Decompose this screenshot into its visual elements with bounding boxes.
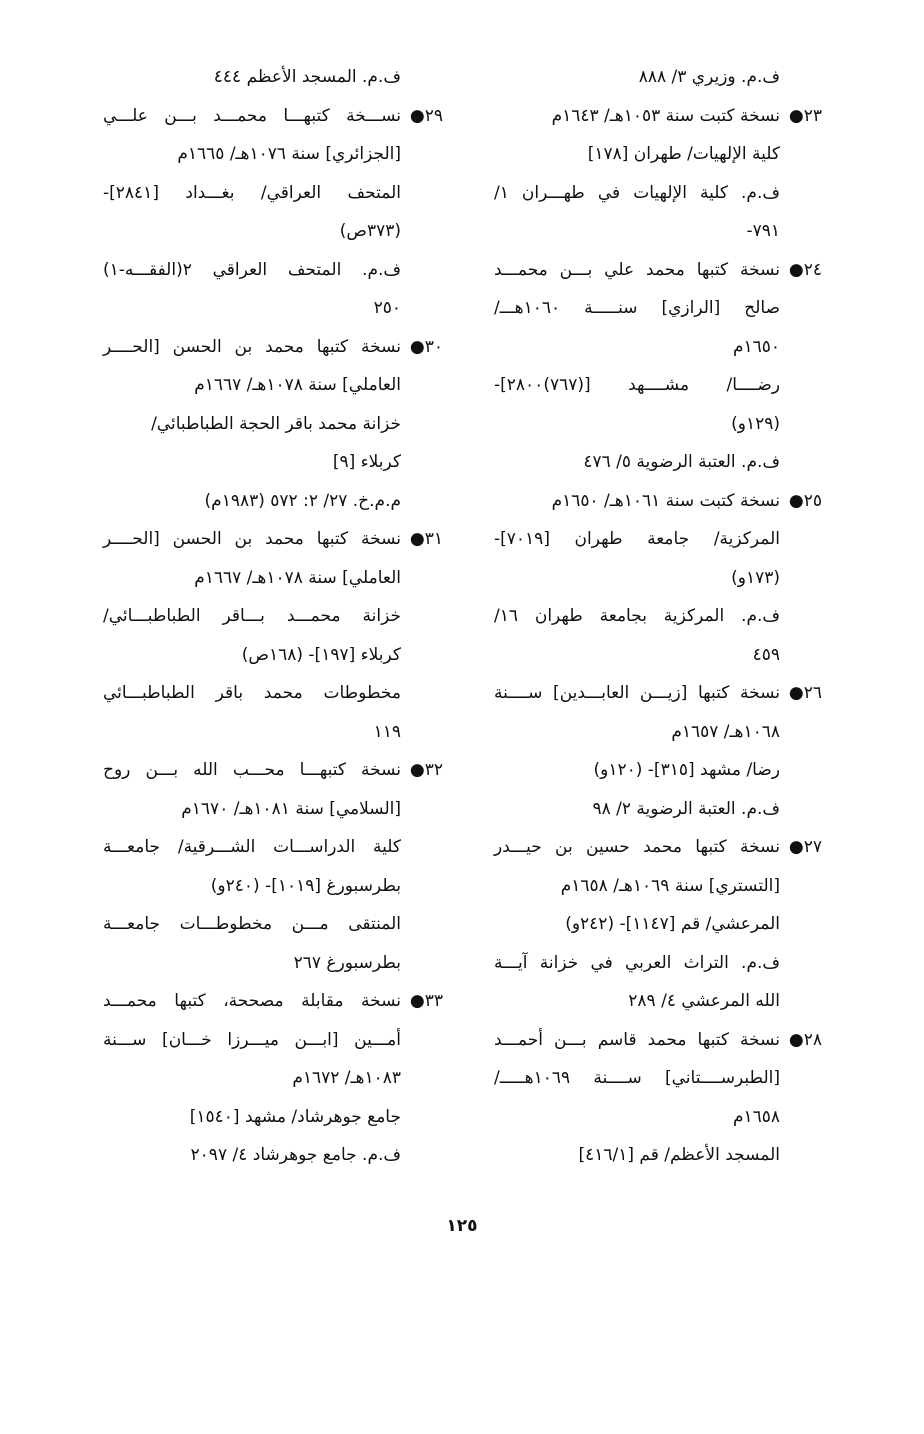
entry-first-line bbox=[494, 828, 822, 867]
continuation-line: ف.م. المتحف العراقي ٢(الفقـــه-١) bbox=[103, 259, 401, 280]
entry-number: ٢٣● bbox=[788, 105, 822, 126]
source-line: ف.م. جامع جوهرشاد ٤/ ٢٠٩٧ bbox=[190, 1145, 401, 1165]
entry-first-line bbox=[494, 97, 822, 136]
entry-number: ٢٤● bbox=[788, 259, 822, 280]
continuation-line: صالح [الرازي] سنـــــة ١٠٦٠هـــ/ bbox=[494, 298, 780, 318]
entry-number: ٣٣● bbox=[409, 991, 443, 1011]
entry-first-line bbox=[494, 251, 822, 290]
continuation-line: أمـــين [ابـــن ميـــرزا خـــان] ســـنة bbox=[103, 1029, 401, 1050]
entry-first-line bbox=[103, 751, 443, 790]
entry-first-line bbox=[494, 482, 822, 521]
continuation-line: ف.م. كلية الإلهيات في طهـــران ١/ bbox=[494, 182, 780, 203]
continuation-line: [السلامي] سنة ١٠٨١هـ/ ١٦٧٠م bbox=[181, 798, 401, 819]
continuation-line: العاملي] سنة ١٠٧٨هـ/ ١٦٦٧م bbox=[194, 375, 401, 395]
continuation-line: خزانة محمد باقر الحجة الطباطبائي/ bbox=[151, 413, 401, 434]
continuation-line: [الجزائري] سنة ١٠٧٦هـ/ ١٦٦٥م bbox=[177, 144, 401, 164]
continuation-line: م.م.خ. ٢٧/ ٢: ٥٧٢ (١٩٨٣م) bbox=[204, 490, 401, 511]
continuation-line: المركزية/ جامعة طهران [٧٠١٩]- bbox=[494, 529, 780, 549]
left-column bbox=[103, 58, 443, 1175]
continuation-line: [الطبرســــتاني] ســــنة ١٠٦٩هـــــ/ bbox=[494, 1068, 780, 1088]
continuation-line: كلية الدراســـات الشـــرقية/ جامعـــة bbox=[103, 837, 401, 857]
entry-text: نسخة كتبها [زيـــن العابـــدين] ســــنة bbox=[494, 683, 780, 703]
continuation-line: (٣٧٣ص) bbox=[339, 221, 401, 241]
source-line: ف.م. العتبة الرضوية ٥/ ٤٧٦ bbox=[583, 452, 780, 472]
continuation-line: خزانة محمـــد بـــاقر الطباطبـــائي/ bbox=[103, 606, 401, 626]
continuation-line: مخطوطات محمد باقر الطباطبـــائي bbox=[103, 683, 401, 703]
continuation-line: ١٠٨٣هـ/ ١٦٧٢م bbox=[292, 1068, 401, 1088]
entry-number: ٣٠● bbox=[409, 336, 443, 357]
entry-text: نسخة كتبها محمد حسين بن حيـــدر bbox=[494, 837, 780, 857]
entry-text: نسخة كتبت سنة ١٠٦١هـ/ ١٦٥٠م bbox=[551, 490, 780, 511]
entry-first-line bbox=[494, 1021, 822, 1060]
entry-text: نسخة كتبها محمد بن الحسن [الحــــر bbox=[103, 336, 401, 357]
continuation-line: كربلاء [١٩٧]- (١٦٨ص) bbox=[241, 644, 401, 665]
continuation-line: ف.م. المسجد الأعظم ٤٤٤ bbox=[213, 67, 401, 87]
right-column bbox=[494, 58, 822, 1175]
entry-first-line bbox=[103, 97, 443, 136]
continuation-line: ف.م. المركزية بجامعة طهران ١٦/ bbox=[494, 606, 780, 626]
entry-number: ٣٢● bbox=[409, 760, 443, 780]
continuation-line: ٧٩١- bbox=[746, 221, 780, 241]
continuation-line: الله المرعشي ٤/ ٢٨٩ bbox=[628, 991, 780, 1011]
source-line: ف.م. وزيري ٣/ ٨٨٨ bbox=[638, 67, 780, 87]
entry-text: نسخة كتبهـــا محـــب الله بـــن روح bbox=[103, 760, 401, 780]
continuation-line: [التستري] سنة ١٠٦٩هـ/ ١٦٥٨م bbox=[560, 875, 780, 896]
entry-text: نسخة مقابلة مصححة، كتبها محمـــد bbox=[103, 991, 401, 1011]
continuation-line: (١٢٩و) bbox=[731, 413, 780, 434]
entry-text: نسخة كتبها محمد بن الحسن [الحــــر bbox=[103, 529, 401, 549]
continuation-line: المنتقى مـــن مخطوطـــات جامعـــة bbox=[103, 914, 401, 934]
continuation-line: ٤٥٩ bbox=[752, 644, 780, 665]
continuation-line: رضــــا/ مشــــهد [(٧٦٧)٢٨٠٠]- bbox=[494, 375, 780, 395]
entry-text: نســـخة كتبهـــا محمـــد بـــن علـــي bbox=[103, 105, 401, 126]
continuation-line: (١٧٣و) bbox=[731, 567, 780, 588]
entry-first-line bbox=[103, 982, 443, 1021]
source-line: رضا/ مشهد [٣١٥]- (١٢٠و) bbox=[593, 760, 780, 780]
entry-text: نسخة كتبت سنة ١٠٥٣هـ/ ١٦٤٣م bbox=[551, 105, 780, 126]
continuation-line: العاملي] سنة ١٠٧٨هـ/ ١٦٦٧م bbox=[194, 567, 401, 588]
entry-number: ٣١● bbox=[409, 529, 443, 549]
source-line: ف.م. العتبة الرضوية ٢/ ٩٨ bbox=[592, 798, 780, 819]
continuation-line: بطرسبورغ [١٠١٩]- (٢٤٠و) bbox=[210, 875, 401, 896]
entry-number: ٢٨● bbox=[788, 1029, 822, 1050]
continuation-line: ف.م. التراث العربي في خزانة آيـــة bbox=[494, 952, 780, 973]
continuation-line: ١٦٥٨م bbox=[732, 1106, 780, 1127]
continuation-line: المتحف العراقي/ بغـــداد [٢٨٤١]- bbox=[103, 182, 401, 203]
entry-number: ٢٦● bbox=[788, 683, 822, 703]
entry-text: نسخة كتبها محمد علي بـــن محمـــد bbox=[494, 259, 780, 280]
entry-first-line bbox=[103, 328, 443, 367]
source-line: جامع جوهرشاد/ مشهد [١٥٤٠] bbox=[189, 1106, 401, 1127]
continuation-line: ١٠٦٨هـ/ ١٦٥٧م bbox=[671, 721, 780, 742]
continuation-line: ١٦٥٠م bbox=[732, 336, 780, 357]
continuation-line: ٢٥٠ bbox=[373, 298, 401, 318]
entry-number: ٢٧● bbox=[788, 837, 822, 857]
continuation-line: ١١٩ bbox=[373, 721, 401, 742]
continuation-line: كربلاء [٩] bbox=[332, 452, 401, 472]
entry-number: ٢٥● bbox=[788, 490, 822, 511]
entry-text: نسخة كتبها محمد قاسم بـــن أحمـــد bbox=[494, 1029, 780, 1050]
page-number: ١٢٥ bbox=[446, 1216, 478, 1236]
entry-first-line bbox=[494, 674, 822, 713]
continuation-line: كلية الإلهيات/ طهران [١٧٨] bbox=[587, 144, 780, 164]
continuation-line: المرعشي/ قم [١١٤٧]- (٢٤٢و) bbox=[565, 914, 780, 934]
entry-number: ٢٩● bbox=[409, 105, 443, 126]
continuation-line: المسجد الأعظم/ قم [٤١٦/١] bbox=[578, 1145, 780, 1165]
continuation-line: بطرسبورغ ٢٦٧ bbox=[293, 952, 401, 973]
entry-first-line bbox=[103, 520, 443, 559]
